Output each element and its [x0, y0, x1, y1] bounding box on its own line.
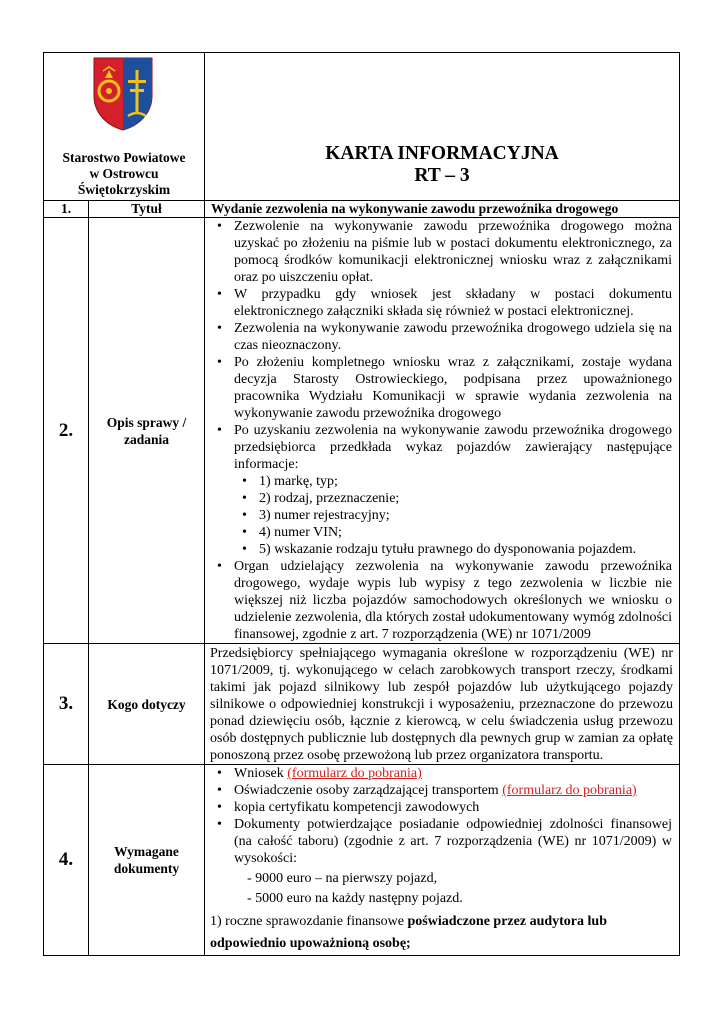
financial-report-note — [205, 907, 679, 955]
bullet-item: • W przypadku gdy wniosek jest składany w postaci dokumentu elektronicznego załączniki składa się również w postaci elektronicznej. — [234, 286, 672, 320]
sub-item: • 1) markę, typ; — [259, 473, 672, 490]
row-label-line: Opis sprawy / — [106, 414, 187, 430]
note-bold: odpowiednio upoważnioną osobę; — [210, 936, 411, 951]
row-documents — [44, 765, 680, 956]
document-item: • Dokumenty potwierdzające posiadanie odpowiedniej zdolności finansowej (na całość taboru) (zgodnie z art. 7 rozporządzenia (WE) nr 1071/2009) w wysokości: — [234, 816, 672, 867]
amount-line: - 5000 euro na każdy następny pojazd. — [247, 891, 463, 906]
sub-item: • 5) wskazanie rodzaju tytułu prawnego do dysponowania pojazdem. — [259, 541, 672, 558]
title-line: KARTA INFORMACYJNA — [325, 143, 559, 164]
sub-item: • 4) numer VIN; — [259, 524, 672, 541]
row-label — [89, 218, 205, 644]
document-item — [234, 765, 672, 782]
office-name-line: Świętokrzyskim — [77, 182, 171, 197]
bullet-item: • Po złożeniu kompletnego wniosku wraz z załącznikami, zostaje wydana decyzja Starosty Ostrowieckiego, podpisana przez upoważnionego pracownika Wydziału Komunikacji w sprawie wydania zezwolenia na wykonywanie zawodu przewoźnika drogowego — [234, 354, 672, 422]
description-bullets — [205, 218, 679, 643]
document-title — [205, 143, 679, 187]
document-item: • kopia certyfikatu kompetencji zawodowych — [234, 799, 672, 816]
sub-item: • 2) rodzaj, przeznaczenie; — [259, 490, 672, 507]
title-code: RT – 3 — [414, 165, 470, 186]
row-label: Tytuł — [89, 201, 205, 218]
header-row — [44, 53, 680, 201]
office-name-line: w Ostrowcu — [89, 166, 159, 181]
document-text: Oświadczenie osoby zarządzającej transportem — [234, 783, 503, 798]
row-number: 4. — [44, 765, 89, 956]
row-number: 3. — [44, 644, 89, 765]
application-form-link[interactable]: (formularz do pobrania) — [287, 766, 422, 781]
row-label: Kogo dotyczy — [89, 644, 205, 765]
coat-of-arms-icon — [92, 56, 154, 132]
office-cell — [44, 53, 205, 201]
info-table — [43, 52, 680, 956]
row-number: 1. — [44, 201, 89, 218]
note-text: 1) roczne sprawozdanie finansowe — [210, 914, 408, 929]
bullet-item — [234, 422, 672, 558]
row-label-line: zadania — [123, 431, 169, 447]
row-description — [44, 218, 680, 644]
information-card — [43, 52, 679, 956]
amount-line: - 9000 euro – na pierwszy pojazd, — [247, 871, 438, 886]
note-bold: poświadczone przez audytora lub — [407, 914, 607, 929]
row-title — [44, 201, 680, 218]
bullet-item: • Zezwolenia na wykonywanie zawodu przewoźnika drogowego udziela się na czas nieoznaczony. — [234, 320, 672, 354]
row-value: Wydanie zezwolenia na wykonywanie zawodu przewoźnika drogowego — [205, 201, 680, 218]
document-item — [234, 782, 672, 799]
row-label — [89, 765, 205, 956]
row-label-line: dokumenty — [113, 861, 180, 876]
statement-form-link[interactable]: (formularz do pobrania) — [502, 783, 637, 798]
row-number: 2. — [44, 218, 89, 644]
title-cell — [205, 53, 680, 201]
office-name-line: Starostwo Powiatowe — [62, 150, 186, 165]
sub-item: • 3) numer rejestracyjny; — [259, 507, 672, 524]
office-name — [44, 150, 204, 198]
description-content — [205, 218, 680, 644]
who-content: Przedsiębiorcy spełniającego wymagania określone w rozporządzeniu (WE) nr 1071/2009, tj. wykonującego w celach zarobkowych transport rzeczy, środkami takimi jak pojazd silnikowy lub zespół pojazdów lub użytkującego pojazdy silnikowe o odpowiedniej konstrukcji i wyposażeniu, przeznaczone do przewozu ponad dziewięciu osób, łącznie z kierowcą, w celu świadczenia usług przewozu osób dostępnych publicznie lub dostępnych dla pewnych grup w zamian za opłatę ponoszoną przez osobę przewożoną lub przez organizatora transportu. — [205, 644, 680, 765]
bullet-text: Po uzyskaniu zezwolenia na wykonywanie zawodu przewoźnika drogowego przedsiębiorca przedkłada wykaz pojazdów zawierający następujące informacje: — [234, 423, 672, 472]
row-label-line: Wymagane — [114, 844, 179, 859]
documents-content — [205, 765, 680, 956]
document-text: Wniosek — [234, 766, 288, 781]
documents-list — [205, 765, 679, 867]
row-who — [44, 644, 680, 765]
bullet-item: • Zezwolenie na wykonywanie zawodu przewoźnika drogowego można uzyskać po złożeniu na piśmie lub w postaci dokumentu elektronicznego, za pomocą środków komunikacji elektronicznej wniosku wraz z załącznikami oraz po uiszczeniu opłat. — [234, 218, 672, 286]
vehicle-info-list — [234, 473, 672, 558]
bullet-item: • Organ udzielający zezwolenia na wykonywanie zawodu przewoźnika drogowego, wydaje wypis lub wypisy z tego zezwolenia w liczbie nie większej niż liczba pojazdów samochodowych określonych we wniosku o udzielenie zezwolenia, dla których został udokumentowany wymóg zdolności finansowej, zgodnie z art. 7 rozporządzenia (WE) nr 1071/2009 — [234, 558, 672, 643]
